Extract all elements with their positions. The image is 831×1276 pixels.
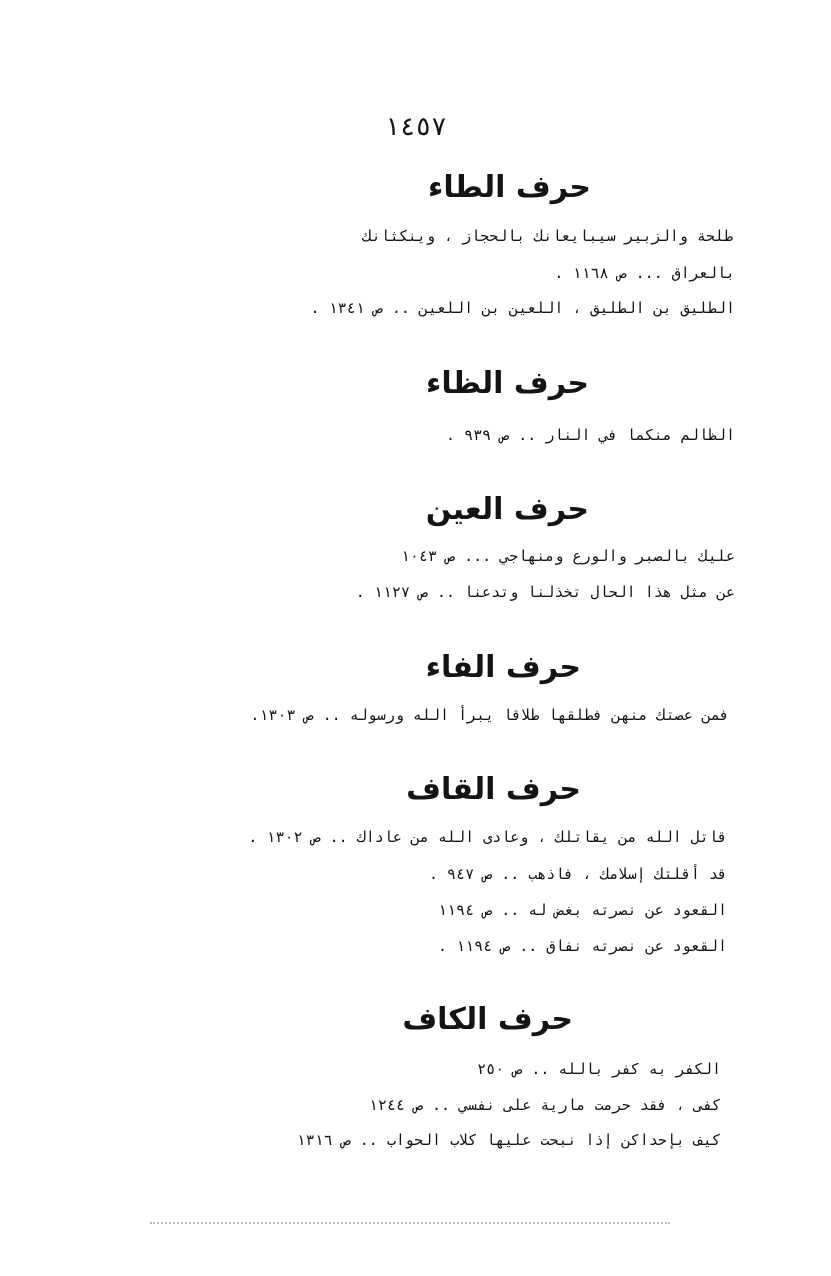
- heading-kaf: حرف الكاف: [402, 1002, 573, 1037]
- heading-za: حرف الظاء: [426, 366, 589, 401]
- entry-line: الطليق بن الطليق ، اللعين بن اللعين .. ص ١٣٤١ .: [310, 299, 735, 317]
- scan-artifact: [150, 1222, 670, 1226]
- entry-line: قاتل الله من يقاتلك ، وعادى الله من عاداك .. ص ١٣٠٢ .: [248, 828, 727, 846]
- entry-line: فمن عصتك منهن فطلقها طلاقا يبرأ الله ورسوله .. ص ١٣٠٣.: [250, 706, 729, 724]
- entry-line: كفى ، فقد حرمت مارية على نفسي .. ص ١٢٤٤: [368, 1096, 721, 1114]
- heading-qaf: حرف القاف: [406, 772, 581, 807]
- entry-line: عليك بالصبر والورع ومنهاجي ... ص ١٠٤٣: [400, 547, 735, 565]
- page-number: ١٤٥٧: [384, 112, 447, 142]
- entry-line: طلحة والزبير سيبايعانك بالحجاز ، وينكثانك: [362, 227, 733, 245]
- entry-line: الظالم منكما في النار .. ص ٩٣٩ .: [446, 426, 735, 444]
- entry-line: عن مثل هذا الحال تخذلنا وتدعنا .. ص ١١٢٧ .: [355, 583, 735, 601]
- entry-line: القعود عن نصرته بغض له .. ص ١١٩٤: [438, 901, 727, 919]
- entry-line: الكفر به كفر بالله .. ص ٢٥٠: [477, 1060, 721, 1078]
- entry-line: قد أقلتك إسلامك ، فاذهب .. ص ٩٤٧ .: [428, 865, 727, 883]
- entry-line: القعود عن نصرته نفاق .. ص ١١٩٤ .: [438, 937, 727, 955]
- heading-ta: حرف الطاء: [428, 170, 591, 205]
- entry-line: كيف بإحداكن إذا نبحت عليها كلاب الحواب .. ص ١٣١٦: [296, 1131, 721, 1149]
- heading-fa: حرف الفاء: [425, 650, 581, 685]
- entry-line: بالعراق ... ص ١١٦٨ .: [554, 264, 735, 282]
- heading-ain: حرف العين: [425, 492, 589, 527]
